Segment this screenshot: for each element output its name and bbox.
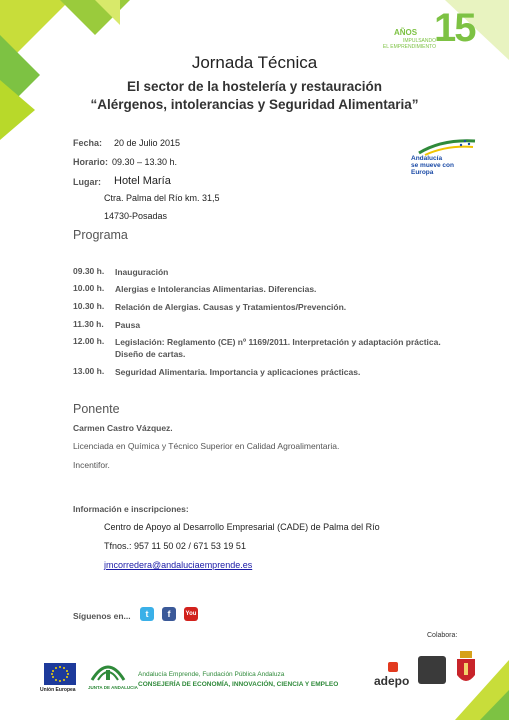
programa-time: 09.30 h. (73, 266, 105, 276)
contact-phones: Tfnos.: 957 11 50 02 / 671 53 19 51 (104, 541, 246, 551)
eu-label: Unión Europea (40, 687, 76, 693)
programa-time: 13.00 h. (73, 366, 105, 376)
youtube-icon[interactable]: You (184, 607, 198, 621)
anniversary-logo (378, 6, 478, 58)
horario-label: Horario: (73, 157, 109, 167)
fecha-value: 20 de Julio 2015 (114, 138, 181, 148)
lugar-label: Lugar: (73, 177, 101, 187)
junta-emblem-icon (88, 658, 128, 684)
adepo-mark-icon (388, 662, 398, 672)
ponente-desc2: Incentifor. (73, 460, 110, 470)
programa-time: 10.30 h. (73, 301, 105, 311)
anniversary-subtitle (378, 38, 436, 50)
junta-label: JUNTA DE ANDALUCIA (88, 685, 138, 690)
address-line2: 14730-Posadas (104, 211, 168, 221)
eu-stars-icon (44, 663, 76, 685)
facebook-icon[interactable]: f (162, 607, 176, 621)
andalucia-line1: Andalucía (411, 155, 443, 162)
contact-heading: Información e inscripciones: (73, 504, 189, 514)
anos-label: AÑOS (394, 28, 418, 37)
programa-text: Seguridad Alimentaria. Importancia y aplicaciones prácticas. (115, 367, 361, 377)
page-title: Jornada Técnica (191, 53, 318, 72)
programa-heading: Programa (73, 228, 128, 242)
horario-value: 09.30 – 13.30 h. (112, 157, 178, 167)
footer-line1: Andalucía Emprende, Fundación Pública Andaluza (138, 671, 285, 678)
programa-text: Relación de Alergias. Causas y Tratamientos/Prevención. (115, 302, 347, 312)
ponente-heading: Ponente (73, 402, 120, 416)
contact-centro: Centro de Apoyo al Desarrollo Empresarial (CADE) de Palma del Río (104, 522, 380, 532)
andalucia-europa-logo (409, 137, 477, 176)
ponente-desc1: Licenciada en Química y Técnico Superior en Calidad Agroalimentaria. (73, 441, 340, 451)
fecha-label: Fecha: (73, 138, 103, 148)
colabora-label: Colabora: (427, 632, 458, 639)
programa-time: 12.00 h. (73, 336, 105, 346)
ponente-name: Carmen Castro Vázquez. (73, 423, 173, 433)
programa-text: Pausa (115, 320, 141, 330)
programa-text: Alergias e Intolerancias Alimentarias. Diferencias. (115, 284, 317, 294)
page-subtitle-2: “Alérgenos, intolerancias y Seguridad Alimentaria” (90, 97, 419, 112)
contact-email-link[interactable]: jmcorredera@andaluciaemprende.es (104, 560, 253, 570)
address-line1: Ctra. Palma del Río km. 31,5 (104, 193, 220, 203)
anniversary-line2: EL EMPRENDIMIENTO (382, 44, 436, 50)
programa-text: Legislación: Reglamento (CE) nº 1169/2011. Interpretación y adaptación práctica. Diseño de cartas. (115, 337, 441, 359)
lugar-value: Hotel María (114, 175, 171, 187)
anniversary-line1: IMPULSANDO (402, 38, 436, 44)
programa-text: Inauguración (115, 267, 169, 277)
hotel-logo-icon (418, 656, 446, 684)
adepo-label: adepo (374, 674, 410, 688)
programa-time: 10.00 h. (73, 283, 105, 293)
andalucia-swoosh-icon (417, 137, 477, 157)
eu-flag-icon (44, 663, 76, 685)
footer-line2: CONSEJERÍA DE ECONOMÍA, INNOVACIÓN, CIENCIA Y EMPLEO (138, 681, 339, 688)
andalucia-line2: se mueve con Europa (411, 162, 454, 176)
twitter-icon[interactable]: t (140, 607, 154, 621)
social-label: Síguenos en... (73, 611, 131, 621)
programa-time: 11.30 h. (73, 319, 104, 329)
page-subtitle: El sector de la hostelería y restauración (126, 79, 383, 94)
anniversary-number: 15 (434, 6, 475, 50)
